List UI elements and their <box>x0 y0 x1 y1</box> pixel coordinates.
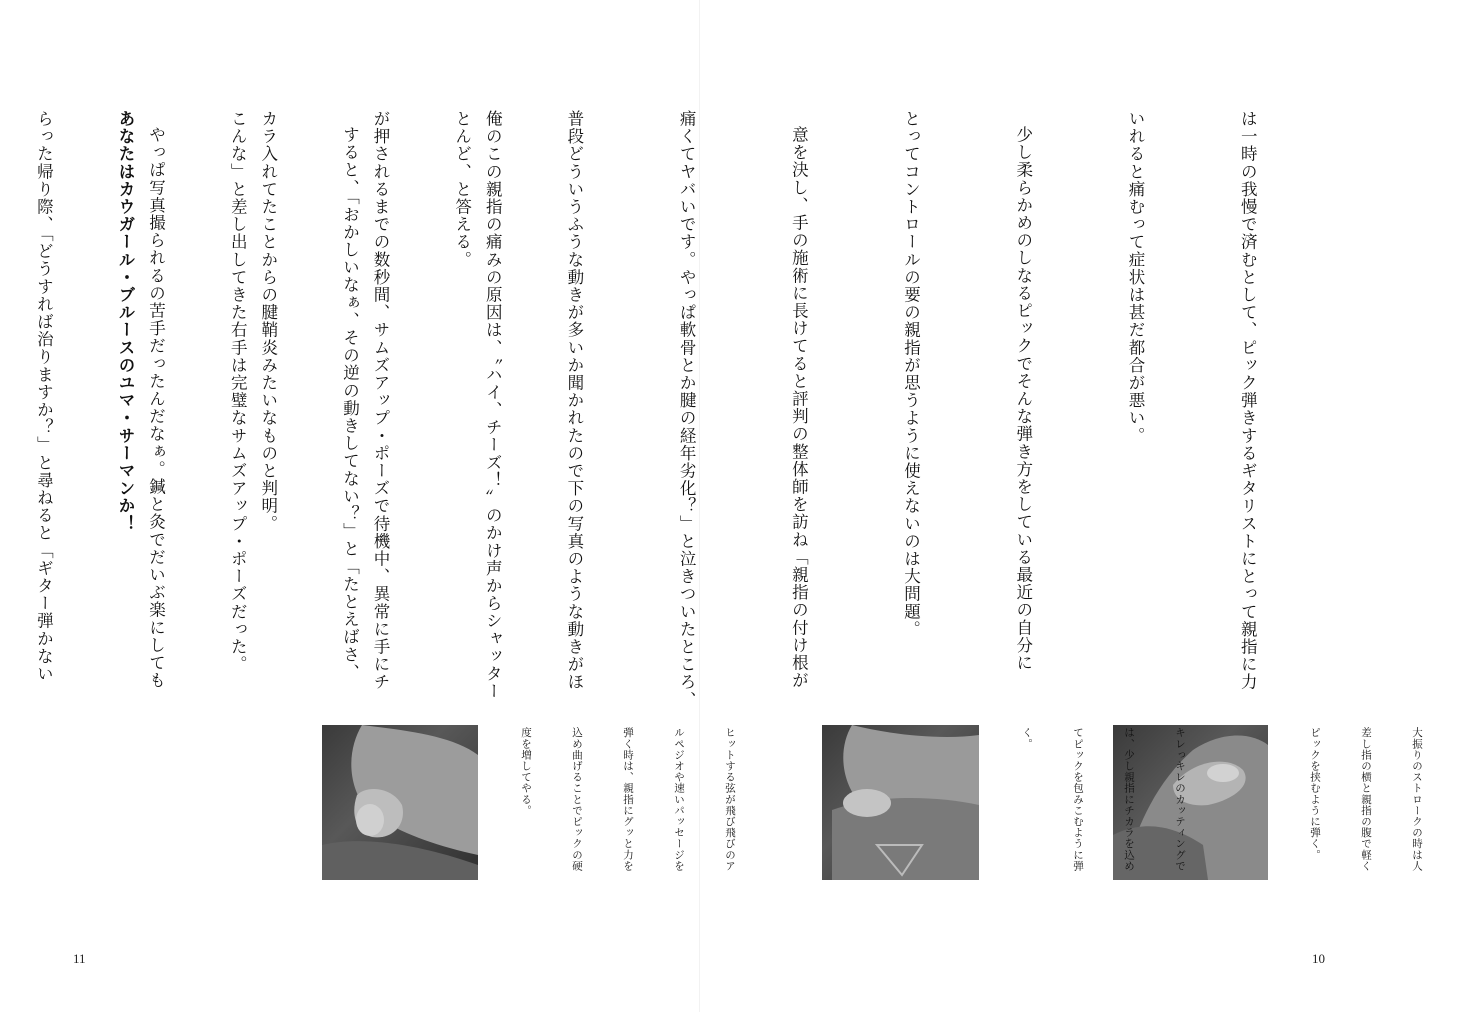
caption-pick-wrap <box>984 727 1222 887</box>
text-line: 俺のこの親指の痛みの原因は、〝ハイ、チーズ！〟のかけ声からシャッター <box>483 110 503 701</box>
caption-line: 込め曲げることでピックの硬 <box>571 727 583 872</box>
text-line: 普段どういうふうな動きが多いか聞かれたので下の写真のような動きがほ <box>564 110 584 691</box>
caption-line: 度を増してやる。 <box>520 727 532 816</box>
caption-line: は、少し親指にチカラを込め <box>1123 727 1135 872</box>
photo-pick-wrap <box>822 725 979 880</box>
caption-line: ヒットする弦が飛び飛びのア <box>724 727 736 872</box>
text-line: は一時の我慢で済むとして、ピック弾きするギタリストにとって親指に力 <box>1238 110 1258 691</box>
text-line: いれると痛むって症状は甚だ都合が悪い。 <box>1125 110 1145 445</box>
highlight-line: あなたはカウガール・ブルースのユマ・サーマンか！ <box>116 110 135 533</box>
left-page-body <box>34 110 586 830</box>
caption-line: 大振りのストロークの時は人 <box>1411 727 1423 872</box>
text-line: すると、「おかしいなぁ、その逆の動きしてない？」と「たとえばさ、 <box>340 126 360 681</box>
text-line: が押されるまでの数秒間、サムズアップ・ポーズで待機中、異常に手にチ <box>370 110 390 691</box>
text-line: 痛くてヤバいです。やっぱ軟骨とか腱の経年劣化？」と泣きついたところ、 <box>677 110 697 709</box>
caption-line: ルペジオや速いパッセージを <box>673 727 685 872</box>
page-number-right: 10 <box>1312 951 1325 966</box>
photo-image <box>322 725 478 880</box>
text-line: とんど、と答える。 <box>452 110 472 269</box>
caption-line: てピックを包みこむように弾 <box>1072 727 1084 872</box>
caption-line: 弾く時は、親指にグッと力を <box>622 727 634 872</box>
text-line: 意を決し、手の施術に長けてると評判の整体師を訪ね「親指の付け根が <box>789 126 809 690</box>
caption-thumb-bend <box>483 727 772 892</box>
caption-pick-pinch <box>1272 727 1459 887</box>
caption-line: く。 <box>1021 727 1033 750</box>
text-line: こんな」と差し出してきた右手は完璧なサムズアップ・ポーズだった。 <box>228 110 248 674</box>
photo-thumb-bend <box>322 725 478 880</box>
text-line: 少し柔らかめのしなるピックでそんな弾き方をしている最近の自分に <box>1013 126 1033 672</box>
page-number-left: 11 <box>73 951 86 966</box>
text-line: らった帰り際、「どうすれば治りますか？」と尋ねると「ギター弾かない <box>34 110 54 683</box>
caption-line: 差し指の横と親指の腹で軽く <box>1360 727 1372 872</box>
caption-line: ピックを挟むように弾く。 <box>1309 727 1321 861</box>
text-line: とってコントロールの要の親指が思うように使えないのは大問題。 <box>901 110 921 638</box>
text-line: やっぱ写真撮られるの苦手だったんだなぁ。鍼と灸でだいぶ楽にしても <box>146 126 166 690</box>
photo-image <box>822 725 979 880</box>
text-line: カラ入れてたことからの腱鞘炎みたいなものと判明。 <box>258 110 278 533</box>
caption-line: キレっキレのカッティングで <box>1174 727 1186 872</box>
